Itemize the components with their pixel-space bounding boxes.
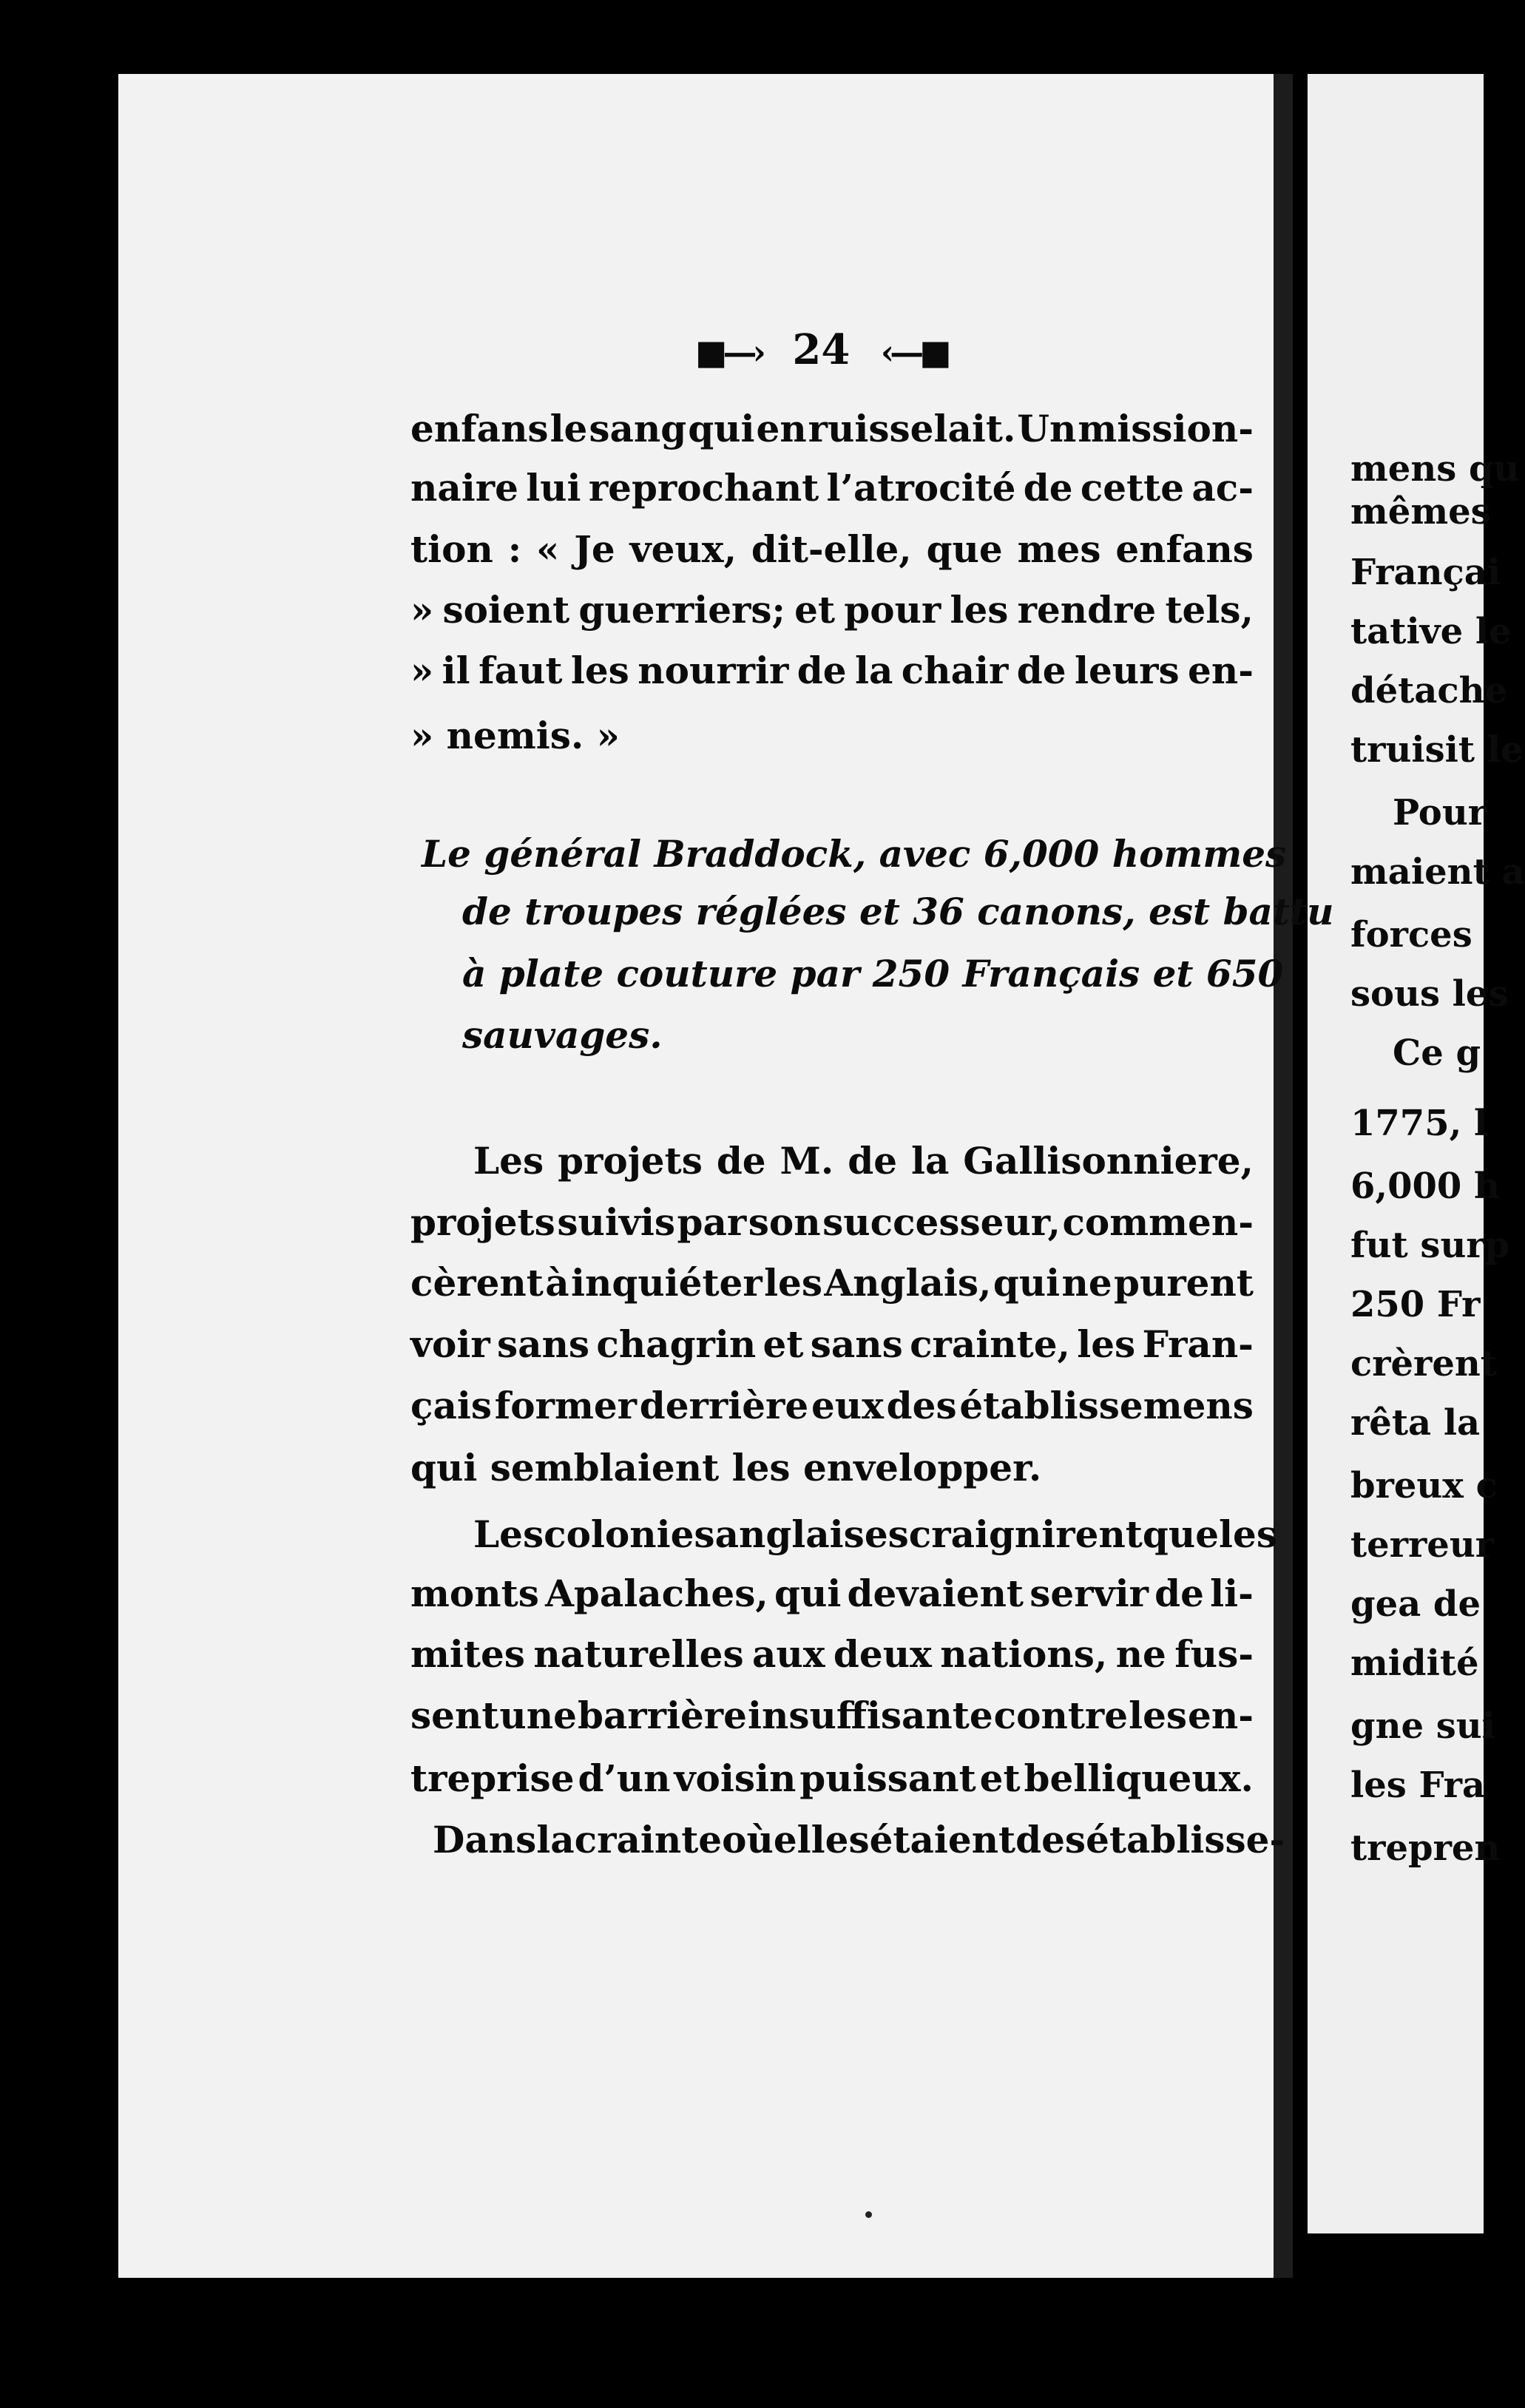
text-line: cèrent à inquiéter les Anglais, qui ne purent <box>410 1261 1254 1305</box>
facing-line: gea de <box>1350 1583 1481 1625</box>
text-line: naire lui reprochant l’atrocité de cette ac- <box>410 466 1254 510</box>
text-line: » il faut les nourrir de la chair de leurs en- <box>410 649 1254 692</box>
facing-line: 6,000 h <box>1350 1166 1500 1207</box>
facing-line: les Fra <box>1350 1765 1486 1806</box>
facing-page <box>1308 74 1525 2233</box>
sidenote-line: de troupes réglées et 36 canons, est battu <box>462 890 1334 933</box>
page-header <box>695 325 947 374</box>
text-line: monts Apalaches, qui devaient servir de li- <box>410 1572 1254 1615</box>
facing-line: Pour <box>1393 792 1487 833</box>
facing-line: tative le <box>1350 611 1512 652</box>
facing-line: Françai <box>1350 552 1501 593</box>
text-line: qui semblaient les envelopper. <box>410 1446 1042 1489</box>
facing-line: trepren <box>1350 1827 1501 1869</box>
facing-line: maient a <box>1350 851 1525 893</box>
text-line: mites naturelles aux deux nations, ne fus- <box>410 1632 1254 1676</box>
sidenote-line: sauvages. <box>462 1013 663 1057</box>
facing-line: terreur <box>1350 1524 1495 1566</box>
text-line: Les colonies anglaises craignirent que les <box>473 1512 1277 1556</box>
facing-line: midité <box>1350 1643 1479 1684</box>
facing-line: mêmes <box>1350 491 1491 532</box>
facing-line: mens qu <box>1350 448 1520 490</box>
facing-line: gne sui <box>1350 1705 1495 1747</box>
facing-line: 250 Fr <box>1350 1284 1481 1325</box>
text-line: sent une barrière insuffisante contre les en- <box>410 1694 1254 1737</box>
left-ornament: ■—› <box>695 332 762 372</box>
text-line: » nemis. » <box>410 714 620 757</box>
right-ornament: ‹—■ <box>880 332 947 372</box>
facing-line: 1775, l <box>1350 1103 1488 1144</box>
facing-line: Ce g <box>1393 1032 1481 1074</box>
facing-line: détache <box>1350 670 1508 711</box>
text-line: Dans la crainte où elles étaient des établisse- <box>433 1818 1285 1861</box>
page-number: 24 <box>792 325 851 374</box>
facing-line: crèrent <box>1350 1343 1497 1384</box>
text-line: tion : « Je veux, dit-elle, que mes enfans <box>410 527 1254 571</box>
facing-line: breux c <box>1350 1465 1498 1506</box>
facing-line: fut surp <box>1350 1225 1510 1266</box>
text-line: projets suivis par son successeur, commen- <box>410 1200 1254 1244</box>
sidenote-line: à plate couture par 250 Français et 650 <box>462 952 1284 995</box>
facing-line: truisit le <box>1350 729 1524 771</box>
facing-line: forces <box>1350 914 1472 956</box>
text-line: enfans le sang qui en ruisselait. Un mission- <box>410 407 1254 450</box>
facing-line: sous les <box>1350 973 1509 1015</box>
text-line: » soient guerriers; et pour les rendre tels, <box>410 588 1254 632</box>
text-line: voir sans chagrin et sans crainte, les Fran- <box>410 1322 1254 1366</box>
facing-line: rêta la <box>1350 1402 1481 1444</box>
text-line: Les projets de M. de la Gallisonniere, <box>473 1139 1254 1183</box>
text-line: treprise d’un voisin puissant et belliqueux. <box>410 1756 1254 1800</box>
sidenote-line: Le général Braddock, avec 6,000 hommes <box>422 832 1287 876</box>
text-line: çais former derrière eux des établissemens <box>410 1384 1254 1427</box>
ink-speck <box>865 2211 872 2218</box>
